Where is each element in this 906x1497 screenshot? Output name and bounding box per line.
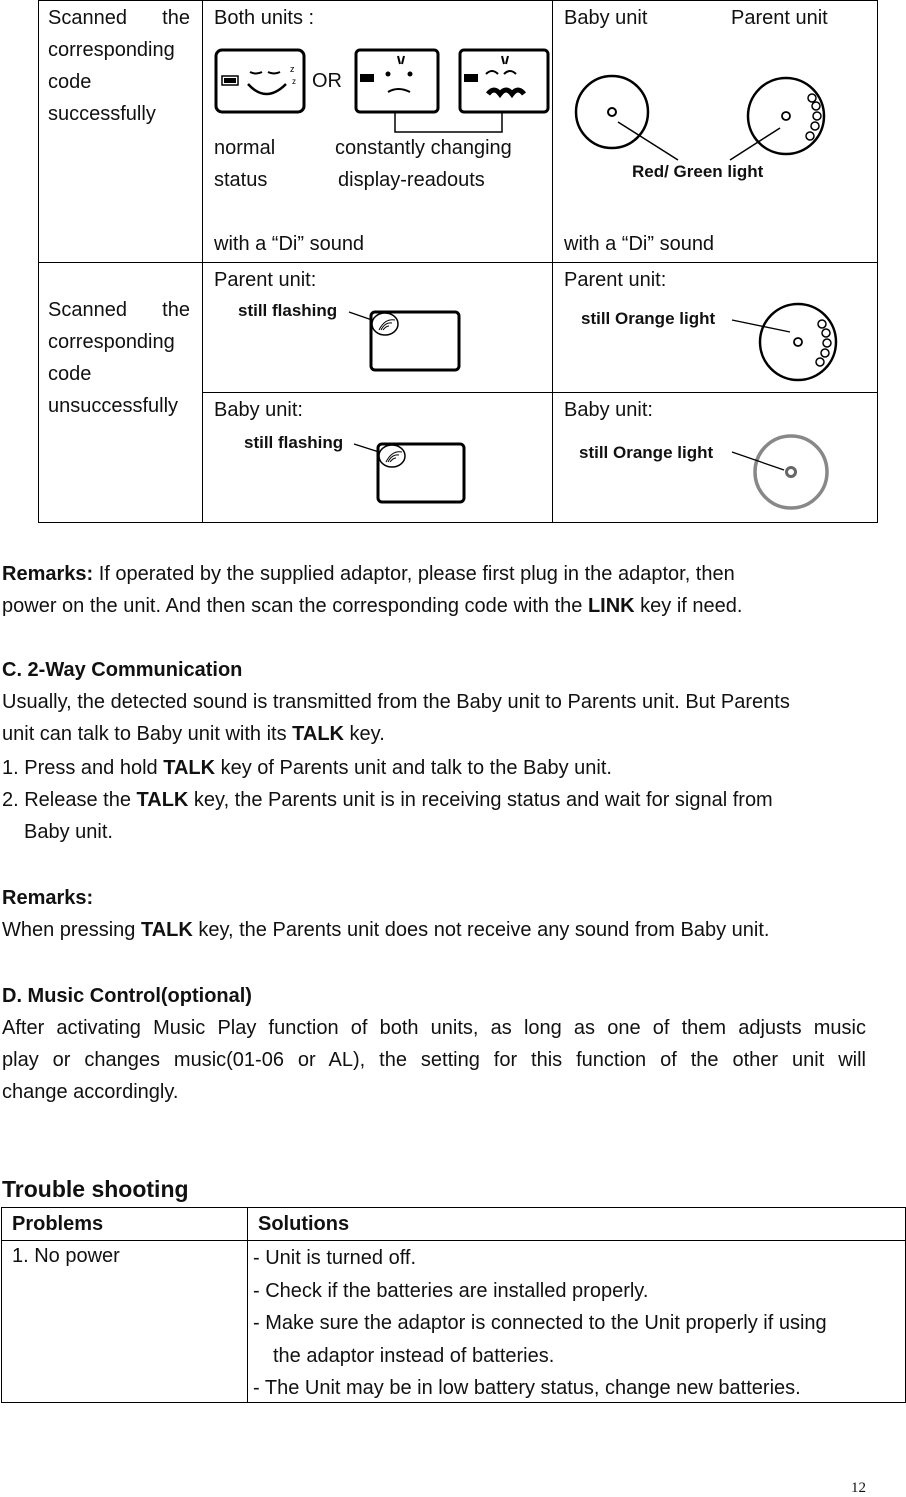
section-c-step-2: 2. Release the TALK key, the Parents unit is in receiving status and wait for signal from	[2, 789, 773, 811]
section-d-line-2: play or changes music(01-06 or AL), the setting for this function of the other unit will	[2, 1049, 866, 1071]
parent-right-heading: Parent unit:	[564, 269, 667, 291]
parent-left-heading: Parent unit:	[214, 269, 317, 291]
success-label: Scanned the corresponding code successfully	[48, 7, 190, 125]
table-divider	[202, 392, 878, 393]
smile-display-icon	[216, 50, 304, 112]
parent-flashing-display-icon	[345, 306, 465, 376]
still-orange-light-callout: still Orange light	[579, 443, 714, 462]
remarks-2-label: Remarks:	[2, 887, 94, 909]
both-sound-caption: with a “Di” sound	[214, 233, 365, 255]
col-problems: Problems	[12, 1213, 104, 1235]
section-d-line-1: After activating Music Play function of both units, as long as one of them adjusts music	[2, 1017, 866, 1039]
still-orange-light-callout: still Orange light	[581, 309, 716, 328]
section-c-title: C. 2-Way Communication	[2, 659, 243, 681]
alert-display-icon	[356, 50, 438, 112]
section-c-line-1: Usually, the detected sound is transmitted from the Baby unit to Parents unit. But Parents	[2, 691, 790, 713]
baby-right-heading: Baby unit:	[564, 399, 653, 421]
table-divider	[1, 1240, 906, 1241]
baby-left-heading: Baby unit:	[214, 399, 303, 421]
page-number: 12	[851, 1480, 866, 1496]
red-green-light-callout: Red/ Green light	[632, 162, 764, 181]
problem-cell: 1. No power	[12, 1245, 120, 1267]
trouble-title: Trouble shooting	[2, 1176, 189, 1202]
svg-text:z: z	[290, 64, 295, 74]
failure-label: Scanned the corresponding code unsuccessfully	[48, 299, 190, 417]
section-c-step-1: 1. Press and hold TALK key of Parents unit and talk to the Baby unit.	[2, 757, 612, 779]
lights-sound-caption: with a “Di” sound	[564, 233, 715, 255]
baby-unit-heading: Baby unit	[564, 7, 648, 29]
caption-changing: constantly changing display-readouts	[335, 137, 512, 191]
baby-flashing-display-icon	[350, 438, 470, 508]
or-label: OR	[312, 70, 342, 92]
remarks-2-line: When pressing TALK key, the Parents unit does not receive any sound from Baby unit.	[2, 919, 770, 941]
parent-orange-light-icon	[728, 298, 848, 388]
baby-unit-light-icon	[576, 76, 648, 148]
section-d-title: D. Music Control(optional)	[2, 985, 252, 1007]
svg-text:z: z	[292, 77, 296, 86]
parent-unit-light-icon	[748, 78, 824, 154]
remarks-1-line-1: Remarks: If operated by the supplied adaptor, please first plug in the adaptor, then	[2, 563, 735, 585]
section-c-step-2-cont: Baby unit.	[24, 821, 113, 843]
baby-orange-light-icon	[728, 430, 838, 516]
col-solutions: Solutions	[258, 1213, 350, 1235]
both-units-heading: Both units :	[214, 7, 315, 29]
crying-display-icon	[460, 50, 548, 112]
parent-unit-heading: Parent unit	[731, 7, 828, 29]
caption-normal: normal status	[214, 137, 276, 191]
table-divider	[247, 1207, 248, 1403]
solution-cell: - Unit is turned off. - Check if the batteries are installed properly. - Make sure the adaptor is connected to the Unit properly if using the adaptor instead of batteries. - The Unit may be in low battery status, change new batteries.	[253, 1247, 827, 1399]
still-flashing-callout: still flashing	[238, 301, 338, 320]
table-divider	[38, 262, 878, 263]
remarks-1-line-2: power on the unit. And then scan the corresponding code with the LINK key if need.	[2, 595, 743, 617]
section-c-line-2: unit can talk to Baby unit with its TALK key.	[2, 723, 385, 745]
section-d-line-3: change accordingly.	[2, 1081, 179, 1103]
still-flashing-callout: still flashing	[244, 433, 344, 452]
display-illustrations	[212, 44, 552, 140]
